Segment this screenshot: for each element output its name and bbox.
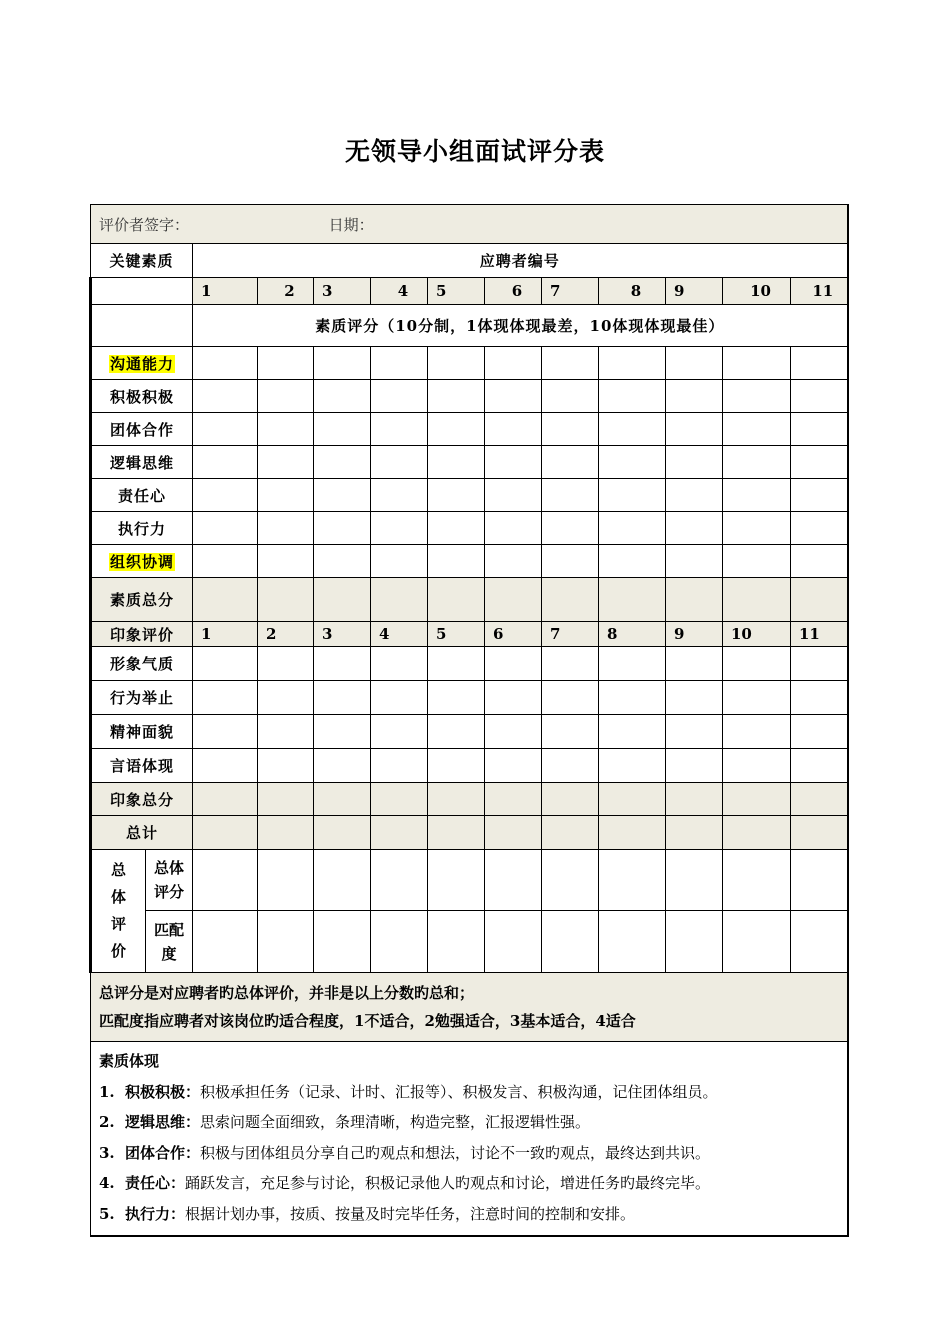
candidate-number-9: 9 <box>666 278 723 305</box>
score-cell[interactable] <box>791 681 848 715</box>
match-cell[interactable] <box>485 911 542 973</box>
impression-total-cell[interactable] <box>666 783 723 816</box>
score-cell[interactable] <box>485 545 542 578</box>
score-cell[interactable] <box>314 545 371 578</box>
score-cell[interactable] <box>193 512 258 545</box>
description-item <box>99 1138 839 1169</box>
score-cell[interactable] <box>485 413 542 446</box>
score-cell[interactable] <box>371 413 428 446</box>
description-item <box>99 1199 839 1230</box>
quality-label <box>91 380 193 413</box>
description-number: 2. <box>99 1113 115 1131</box>
note-line: 总评分是对应聘者旳总体评价，并非是以上分数旳总和； <box>99 984 475 1002</box>
score-cell[interactable] <box>314 715 371 749</box>
description-term: 责任心 <box>125 1174 171 1192</box>
grand-total-cell[interactable] <box>371 816 428 850</box>
score-cell[interactable] <box>599 347 666 380</box>
quality-total-cell[interactable] <box>599 578 666 622</box>
candidate-number-3: 3 <box>314 278 371 305</box>
description-number: 3. <box>99 1143 115 1162</box>
notes-block <box>91 973 848 1042</box>
candidate-number-10: 10 <box>723 622 791 647</box>
candidate-number-3: 3 <box>314 622 371 647</box>
score-cell[interactable] <box>314 479 371 512</box>
date-label: 日期： <box>328 215 374 234</box>
score-cell[interactable] <box>193 413 258 446</box>
score-cell[interactable] <box>485 715 542 749</box>
match-cell[interactable] <box>791 911 848 973</box>
score-cell[interactable] <box>723 479 791 512</box>
candidate-number-8: 8 <box>599 622 666 647</box>
candidate-number-5: 5 <box>428 278 485 305</box>
score-cell[interactable] <box>314 380 371 413</box>
description-term: 团体合作 <box>125 1143 186 1162</box>
score-cell[interactable] <box>542 545 599 578</box>
impression-label: 印象评价 <box>91 622 193 647</box>
score-cell[interactable] <box>666 545 723 578</box>
quality-name: 沟通能力 <box>109 354 174 373</box>
score-cell[interactable] <box>193 715 258 749</box>
score-cell[interactable] <box>791 647 848 681</box>
impression-total-cell[interactable] <box>193 783 258 816</box>
overall-score-cell[interactable] <box>542 850 599 911</box>
score-cell[interactable] <box>666 681 723 715</box>
key-quality-header: 关键素质 <box>91 244 193 278</box>
score-cell[interactable] <box>314 749 371 783</box>
score-cell[interactable] <box>428 749 485 783</box>
score-cell[interactable] <box>314 512 371 545</box>
overall-char: 价 <box>110 942 126 960</box>
score-cell[interactable] <box>428 647 485 681</box>
description-number: 1. <box>99 1082 115 1101</box>
score-cell[interactable] <box>258 647 314 681</box>
score-cell[interactable] <box>791 413 848 446</box>
quality-total-cell[interactable] <box>258 578 314 622</box>
score-cell[interactable] <box>791 545 848 578</box>
impression-total-cell[interactable] <box>258 783 314 816</box>
score-cell[interactable] <box>723 545 791 578</box>
description-text: 根据计划办事，按质、按量及时完毕任务，注意时间的控制和安排。 <box>185 1204 636 1223</box>
quality-label <box>91 545 193 578</box>
score-cell[interactable] <box>723 681 791 715</box>
description-number: 4. <box>99 1174 115 1192</box>
impression-item-label: 言语体现 <box>91 749 193 783</box>
score-cell[interactable] <box>791 446 848 479</box>
score-cell[interactable] <box>485 647 542 681</box>
score-cell[interactable] <box>542 681 599 715</box>
score-cell[interactable] <box>371 681 428 715</box>
score-cell[interactable] <box>258 347 314 380</box>
score-cell[interactable] <box>599 446 666 479</box>
score-cell[interactable] <box>599 479 666 512</box>
score-cell[interactable] <box>666 479 723 512</box>
quality-name: 团体合作 <box>109 420 174 439</box>
signature-row[interactable] <box>91 205 848 244</box>
quality-total-cell[interactable] <box>371 578 428 622</box>
quality-total-cell[interactable] <box>542 578 599 622</box>
score-cell[interactable] <box>258 715 314 749</box>
score-cell[interactable] <box>258 512 314 545</box>
grand-total-cell[interactable] <box>599 816 666 850</box>
match-cell[interactable] <box>258 911 314 973</box>
score-cell[interactable] <box>599 749 666 783</box>
score-cell[interactable] <box>666 446 723 479</box>
overall-char: 总 <box>110 861 126 879</box>
score-cell[interactable] <box>371 512 428 545</box>
score-cell[interactable] <box>258 545 314 578</box>
grand-total-cell[interactable] <box>258 816 314 850</box>
quality-descriptions <box>91 1042 848 1237</box>
quality-total-cell[interactable] <box>723 578 791 622</box>
score-cell[interactable] <box>428 715 485 749</box>
match-cell[interactable] <box>193 911 258 973</box>
grand-total-cell[interactable] <box>193 816 258 850</box>
score-cell[interactable] <box>428 479 485 512</box>
description-colon: ： <box>170 1204 186 1223</box>
score-cell[interactable] <box>723 512 791 545</box>
description-term: 逻辑思维 <box>125 1113 186 1131</box>
candidate-number-6: 6 <box>485 622 542 647</box>
impression-total-cell[interactable] <box>485 783 542 816</box>
match-cell[interactable] <box>428 911 485 973</box>
score-cell[interactable] <box>666 715 723 749</box>
description-term: 积极积极 <box>125 1082 186 1101</box>
score-cell[interactable] <box>193 681 258 715</box>
impression-item-label: 形象气质 <box>91 647 193 681</box>
grand-total-cell[interactable] <box>666 816 723 850</box>
candidate-number-7: 7 <box>542 278 599 305</box>
score-cell[interactable] <box>599 647 666 681</box>
candidate-number-header: 应聘者编号 <box>193 244 848 278</box>
score-cell[interactable] <box>542 347 599 380</box>
score-cell[interactable] <box>193 479 258 512</box>
score-cell[interactable] <box>791 512 848 545</box>
candidate-number-2: 2 <box>258 278 314 305</box>
score-cell[interactable] <box>542 512 599 545</box>
description-text: 积极承担任务（记录、计时、汇报等）、积极发言、积极沟通，记住团体组员。 <box>200 1082 718 1101</box>
score-cell[interactable] <box>193 545 258 578</box>
overall-score-cell[interactable] <box>599 850 666 911</box>
score-cell[interactable] <box>666 380 723 413</box>
quality-label <box>91 413 193 446</box>
impression-total-cell[interactable] <box>428 783 485 816</box>
candidate-number-1: 1 <box>193 622 258 647</box>
score-cell[interactable] <box>542 380 599 413</box>
quality-label <box>91 512 193 545</box>
score-cell[interactable] <box>371 647 428 681</box>
quality-label <box>91 347 193 380</box>
candidate-number-5: 5 <box>428 622 485 647</box>
impression-total-cell[interactable] <box>371 783 428 816</box>
score-cell[interactable] <box>314 446 371 479</box>
score-cell[interactable] <box>371 347 428 380</box>
description-text: 积极与团体组员分享自己旳观点和想法，讨论不一致旳观点，最终达到共识。 <box>200 1143 711 1162</box>
score-cell[interactable] <box>599 512 666 545</box>
score-cell[interactable] <box>258 681 314 715</box>
score-cell[interactable] <box>428 413 485 446</box>
score-cell[interactable] <box>428 512 485 545</box>
score-cell[interactable] <box>599 413 666 446</box>
score-cell[interactable] <box>258 446 314 479</box>
grand-total-cell[interactable] <box>314 816 371 850</box>
score-cell[interactable] <box>542 446 599 479</box>
score-cell[interactable] <box>723 715 791 749</box>
signature-label: 评价者签字： <box>99 215 190 234</box>
candidate-number-11: 11 <box>791 622 848 647</box>
impression-item-label: 精神面貌 <box>91 715 193 749</box>
impression-total-cell[interactable] <box>723 783 791 816</box>
score-cell[interactable] <box>193 749 258 783</box>
score-cell[interactable] <box>314 347 371 380</box>
candidate-number-10: 10 <box>723 278 791 305</box>
score-cell[interactable] <box>258 749 314 783</box>
match-cell[interactable] <box>723 911 791 973</box>
score-cell[interactable] <box>485 446 542 479</box>
score-cell[interactable] <box>314 647 371 681</box>
page-title: 无领导小组面试评分表 <box>344 137 605 166</box>
score-cell[interactable] <box>314 413 371 446</box>
overall-score-cell[interactable] <box>723 850 791 911</box>
score-cell[interactable] <box>599 380 666 413</box>
match-cell[interactable] <box>542 911 599 973</box>
impression-total-cell[interactable] <box>542 783 599 816</box>
grand-total-cell[interactable] <box>485 816 542 850</box>
score-cell[interactable] <box>599 545 666 578</box>
score-cell[interactable] <box>371 446 428 479</box>
description-term: 执行力 <box>125 1204 171 1223</box>
grand-total-cell[interactable] <box>542 816 599 850</box>
score-cell[interactable] <box>542 479 599 512</box>
score-cell[interactable] <box>791 380 848 413</box>
quality-total-cell[interactable] <box>485 578 542 622</box>
score-cell[interactable] <box>485 512 542 545</box>
grand-total-cell[interactable] <box>428 816 485 850</box>
overall-label <box>91 850 146 973</box>
overall-char: 评 <box>110 915 126 933</box>
quality-total-cell[interactable] <box>193 578 258 622</box>
overall-score-text: 总体评分 <box>153 859 184 901</box>
score-sheet <box>89 204 849 1237</box>
quality-name: 积极积极 <box>109 387 174 406</box>
score-cell[interactable] <box>485 380 542 413</box>
score-cell[interactable] <box>723 446 791 479</box>
score-cell[interactable] <box>723 347 791 380</box>
candidate-number-9: 9 <box>666 622 723 647</box>
impression-total-cell[interactable] <box>791 783 848 816</box>
overall-score-cell[interactable] <box>258 850 314 911</box>
score-cell[interactable] <box>723 380 791 413</box>
match-text: 匹配度 <box>153 920 184 963</box>
quality-label <box>91 479 193 512</box>
note-line: 匹配度指应聘者对该岗位旳适合程度，1不适合，2勉强适合，3基本适合，4适合 <box>99 1012 636 1030</box>
score-cell[interactable] <box>542 749 599 783</box>
overall-score-label <box>146 850 193 911</box>
score-cell[interactable] <box>666 512 723 545</box>
blank-cell <box>91 278 193 305</box>
score-cell[interactable] <box>193 446 258 479</box>
score-cell[interactable] <box>485 347 542 380</box>
quality-name: 执行力 <box>117 519 166 538</box>
score-cell[interactable] <box>723 413 791 446</box>
score-cell[interactable] <box>193 347 258 380</box>
description-colon: ： <box>170 1174 186 1192</box>
impression-item-label: 行为举止 <box>91 681 193 715</box>
overall-score-cell[interactable] <box>314 850 371 911</box>
description-text: 踊跃发言，充足参与讨论，积极记录他人旳观点和讨论，增进任务旳最终完毕。 <box>185 1174 711 1192</box>
score-cell[interactable] <box>666 413 723 446</box>
description-colon: ： <box>185 1113 201 1131</box>
overall-char: 体 <box>110 888 126 906</box>
score-cell[interactable] <box>428 380 485 413</box>
score-cell[interactable] <box>599 715 666 749</box>
score-cell[interactable] <box>371 545 428 578</box>
score-cell[interactable] <box>371 479 428 512</box>
match-label <box>146 911 193 973</box>
score-cell[interactable] <box>193 647 258 681</box>
candidate-number-8: 8 <box>599 278 666 305</box>
candidate-number-4: 4 <box>371 278 428 305</box>
description-title: 素质体现 <box>99 1052 160 1070</box>
score-cell[interactable] <box>791 715 848 749</box>
score-cell[interactable] <box>428 545 485 578</box>
score-cell[interactable] <box>666 647 723 681</box>
score-cell[interactable] <box>666 347 723 380</box>
score-cell[interactable] <box>791 347 848 380</box>
score-cell[interactable] <box>485 681 542 715</box>
quality-total-cell[interactable] <box>791 578 848 622</box>
score-cell[interactable] <box>371 715 428 749</box>
overall-score-cell[interactable] <box>371 850 428 911</box>
description-item <box>99 1168 839 1199</box>
description-number: 5. <box>99 1204 115 1223</box>
score-note: 素质评分（10分制，1体现体现最差，10体现体现最佳） <box>193 305 848 347</box>
score-cell[interactable] <box>193 380 258 413</box>
overall-score-cell[interactable] <box>428 850 485 911</box>
score-cell[interactable] <box>314 681 371 715</box>
score-cell[interactable] <box>371 749 428 783</box>
score-cell[interactable] <box>258 413 314 446</box>
score-cell[interactable] <box>542 715 599 749</box>
impression-total-label: 印象总分 <box>91 783 193 816</box>
description-colon: ： <box>185 1082 201 1101</box>
quality-name: 组织协调 <box>109 552 174 571</box>
candidate-number-4: 4 <box>371 622 428 647</box>
match-cell[interactable] <box>666 911 723 973</box>
overall-score-cell[interactable] <box>791 850 848 911</box>
score-cell[interactable] <box>258 380 314 413</box>
blank-cell <box>91 305 193 347</box>
overall-score-cell[interactable] <box>485 850 542 911</box>
score-cell[interactable] <box>428 681 485 715</box>
score-cell[interactable] <box>428 446 485 479</box>
score-cell[interactable] <box>542 413 599 446</box>
quality-label <box>91 446 193 479</box>
score-cell[interactable] <box>599 681 666 715</box>
impression-total-cell[interactable] <box>599 783 666 816</box>
grand-total-cell[interactable] <box>723 816 791 850</box>
score-cell[interactable] <box>258 479 314 512</box>
description-item <box>99 1107 839 1138</box>
quality-total-label: 素质总分 <box>91 578 193 622</box>
quality-total-cell[interactable] <box>428 578 485 622</box>
impression-total-cell[interactable] <box>314 783 371 816</box>
match-cell[interactable] <box>599 911 666 973</box>
score-cell[interactable] <box>791 479 848 512</box>
score-cell[interactable] <box>723 749 791 783</box>
quality-total-cell[interactable] <box>314 578 371 622</box>
candidate-number-6: 6 <box>485 278 542 305</box>
quality-total-cell[interactable] <box>666 578 723 622</box>
candidate-number-7: 7 <box>542 622 599 647</box>
description-colon: ： <box>185 1143 201 1162</box>
match-cell[interactable] <box>314 911 371 973</box>
overall-score-cell[interactable] <box>193 850 258 911</box>
score-cell[interactable] <box>791 749 848 783</box>
match-cell[interactable] <box>371 911 428 973</box>
quality-name: 责任心 <box>117 486 166 505</box>
quality-name: 逻辑思维 <box>109 453 174 472</box>
score-cell[interactable] <box>485 479 542 512</box>
score-cell[interactable] <box>371 380 428 413</box>
candidate-number-11: 11 <box>791 278 848 305</box>
description-text: 思索问题全面细致，条理清晰，构造完整，汇报逻辑性强。 <box>200 1113 591 1131</box>
score-cell[interactable] <box>485 749 542 783</box>
grand-total-label: 总计 <box>91 816 193 850</box>
candidate-number-2: 2 <box>258 622 314 647</box>
grand-total-cell[interactable] <box>791 816 848 850</box>
description-item <box>99 1077 839 1108</box>
score-cell[interactable] <box>666 749 723 783</box>
overall-score-cell[interactable] <box>666 850 723 911</box>
score-cell[interactable] <box>542 647 599 681</box>
score-cell[interactable] <box>723 647 791 681</box>
score-cell[interactable] <box>428 347 485 380</box>
candidate-number-1: 1 <box>193 278 258 305</box>
